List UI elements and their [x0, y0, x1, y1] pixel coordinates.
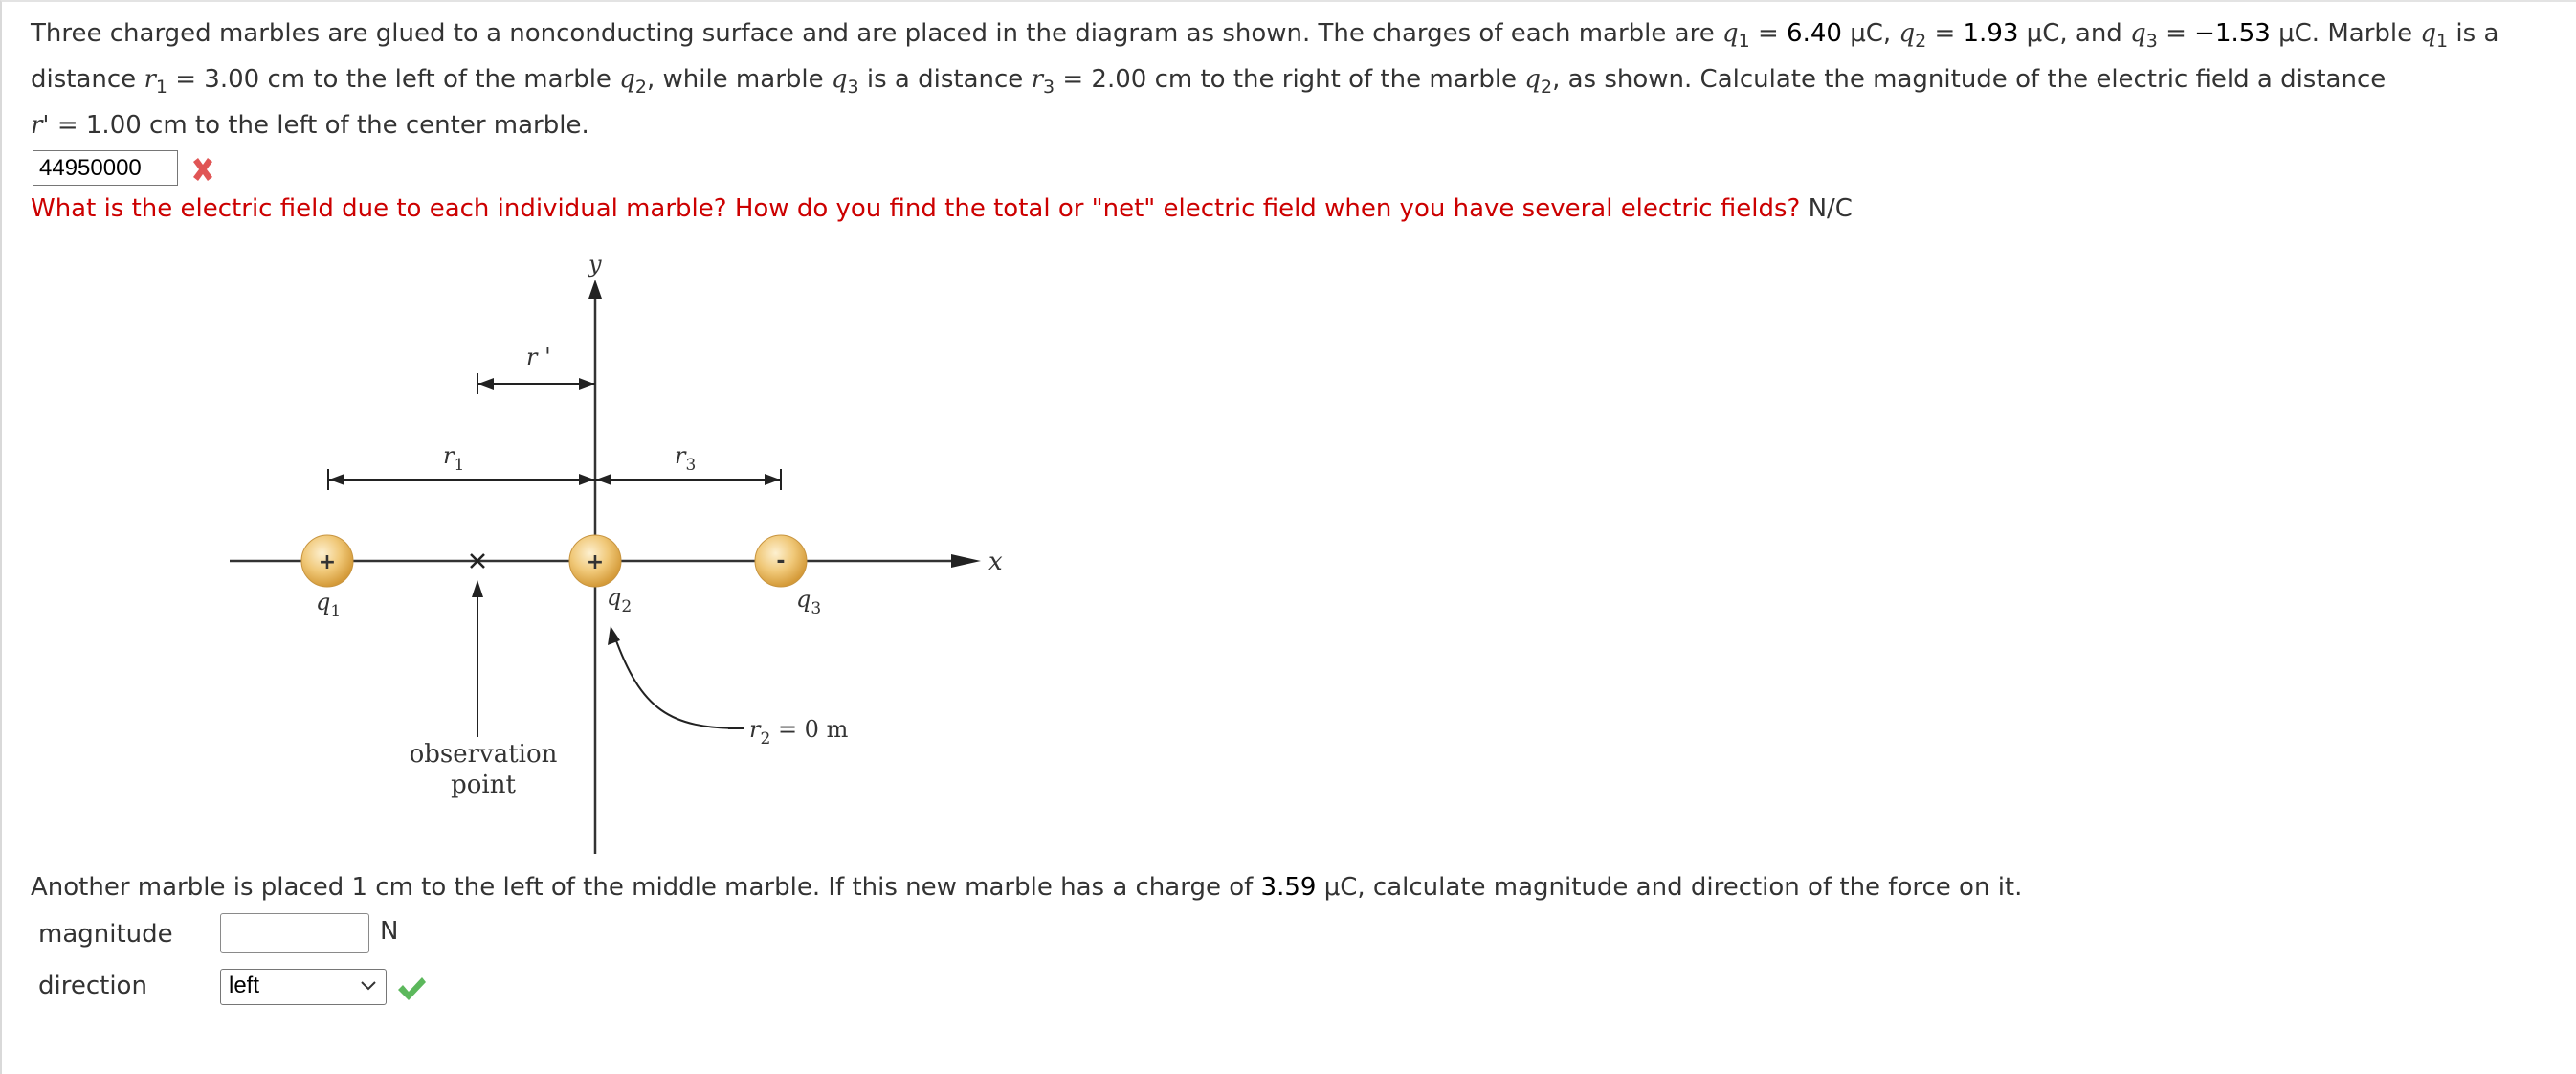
marble-q1 [301, 535, 353, 587]
and-text: μC, and [2018, 19, 2131, 48]
r3-symbol: r [1031, 65, 1043, 94]
equals: = [1749, 19, 1788, 48]
distance-text: distance [31, 65, 144, 94]
unit-uc: μC, [1841, 19, 1899, 48]
hint-text: What is the electric field due to each individual marble? How do you find the total or "net" electric field when you have several electric fields? [31, 194, 1801, 223]
r2-label: $r_2 = 0$ m [749, 716, 849, 749]
q2-subscript: 2 [634, 77, 647, 98]
y-axis-label: y [588, 251, 602, 278]
charge-diagram [220, 251, 1005, 863]
r1-symbol: r [144, 65, 156, 94]
observation-label-line-2: point [451, 771, 516, 799]
marble-q3 [755, 535, 807, 587]
while-text: , while marble [646, 65, 832, 94]
q1-subscript: 1 [2436, 31, 2449, 52]
q1-subscript: 1 [1738, 31, 1750, 52]
r1-subscript: 1 [155, 77, 167, 98]
question-line-2 [31, 65, 2387, 98]
r1-value-text: = 3.00 cm to the left of the marble [167, 65, 620, 94]
direction-selected-value: left [229, 973, 260, 998]
magnitude-unit: N [380, 917, 399, 946]
direction-select[interactable] [220, 969, 387, 1005]
q3-subscript: 3 [847, 77, 859, 98]
question-line-1 [31, 19, 2499, 52]
r-prime-text: = 1.00 cm to the left of the center marble. [49, 111, 589, 140]
question-text: Three charged marbles are glued to a nonconducting surface and are placed in the diagram as shown. The charges of each marble are [31, 19, 1722, 48]
part2-text: Another marble is placed 1 cm to the left of the middle marble. If this new marble has a charge of [31, 873, 1261, 902]
distance-text-2: is a distance [858, 65, 1032, 94]
r3-value-text: = 2.00 cm to the right of the marble [1055, 65, 1525, 94]
electric-field-answer-input[interactable] [33, 150, 178, 186]
part2-text-end: μC, calculate magnitude and direction of the force on it. [1316, 873, 2023, 902]
x-axis-label: x [988, 548, 1003, 576]
q3-symbol: q [831, 65, 848, 94]
r1-label: $r_1$ [443, 442, 465, 475]
q2-symbol: q [1524, 65, 1541, 94]
observation-arrow [472, 580, 483, 737]
magnitude-label: magnitude [38, 920, 173, 949]
q3-subscript: 3 [2145, 31, 2158, 52]
calculate-text: , as shown. Calculate the magnitude of the electric field a distance [1552, 65, 2387, 94]
q1-symbol: q [1721, 19, 1739, 48]
equals: = [2157, 19, 2195, 48]
magnitude-input[interactable] [220, 913, 369, 953]
r3-subscript: 3 [1043, 77, 1055, 98]
q3-symbol: q [2130, 19, 2146, 48]
svg-text:+: + [318, 550, 337, 574]
q2-symbol: q [1899, 19, 1916, 48]
question-line-3 [31, 111, 589, 140]
check-icon [395, 974, 428, 1003]
q2-subscript: 2 [1915, 31, 1927, 52]
x-icon [189, 155, 217, 184]
marble-q2 [569, 535, 621, 587]
q1-label: $q_1$ [316, 589, 342, 621]
equals: = [1926, 19, 1964, 48]
q1-symbol: q [2420, 19, 2437, 48]
observation-label-line-1: observation [409, 740, 558, 769]
part2-question [31, 873, 2022, 902]
q2-symbol: q [619, 65, 635, 94]
x-axis-arrowhead [951, 554, 981, 568]
r-prime-dimension [477, 373, 595, 394]
svg-text:-: - [776, 549, 786, 573]
q1-value: 6.40 [1787, 19, 1842, 48]
q2-label: $q_2$ [607, 584, 633, 616]
r-prime-symbol: r' [31, 111, 50, 140]
r-prime-label: r ' [526, 344, 551, 370]
q3-label: $q_3$ [796, 586, 822, 618]
y-axis-arrowhead [588, 280, 602, 299]
direction-label: direction [38, 972, 147, 1000]
r2-pointer [608, 626, 744, 728]
q2-value: 1.93 [1963, 19, 2019, 48]
r3-label: $r_3$ [675, 442, 697, 475]
hint-line [31, 194, 1853, 223]
marble-text: μC. Marble [2270, 19, 2421, 48]
chevron-down-icon [359, 979, 378, 993]
answer-unit: N/C [1800, 194, 1853, 223]
svg-text:+: + [586, 550, 605, 574]
is-a-text: is a [2448, 19, 2499, 48]
new-marble-charge: 3.59 [1260, 873, 1317, 902]
q3-value: −1.53 [2194, 19, 2271, 48]
q2-subscript: 2 [1540, 77, 1553, 98]
